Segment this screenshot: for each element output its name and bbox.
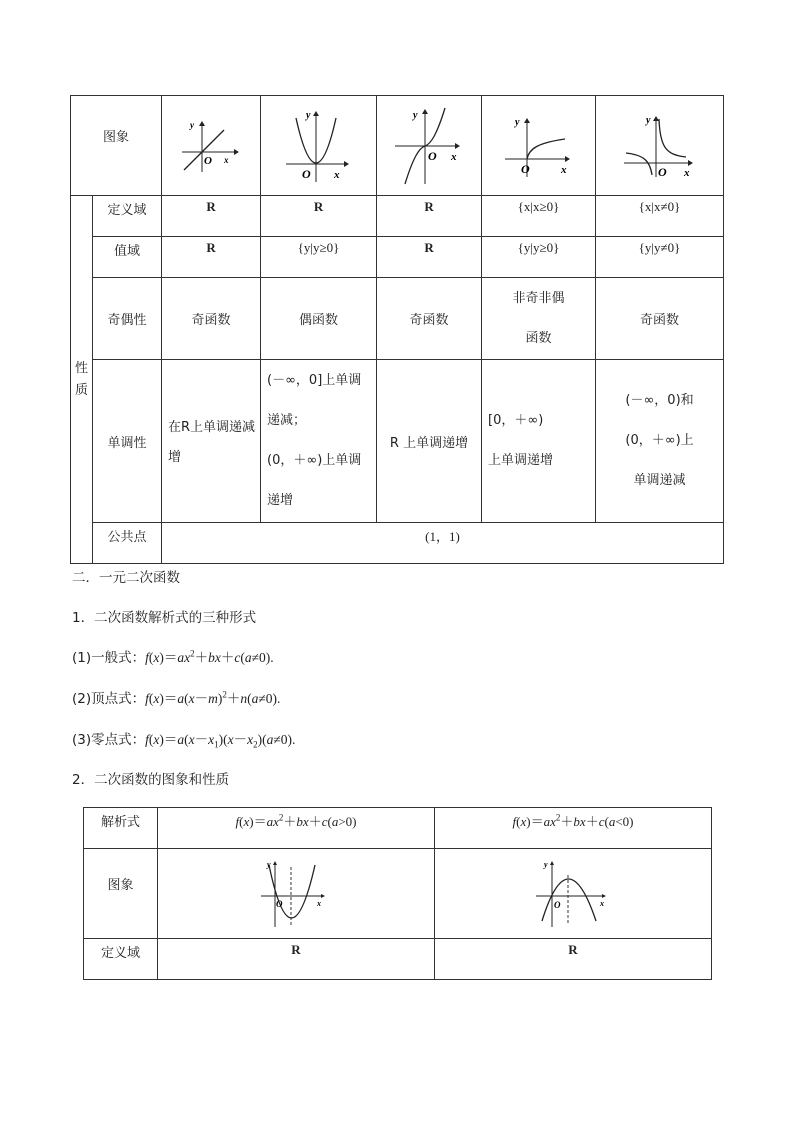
svg-text:y: y	[514, 116, 519, 128]
y-axis-label: y	[190, 119, 195, 130]
range-cell: R	[377, 237, 482, 278]
graph-sqrt	[482, 96, 596, 196]
monotonicity-cell: 在R上单调递减 增	[162, 360, 261, 523]
monotonicity-cell: [0，＋∞) 上单调递增	[482, 360, 596, 523]
domain-label: 定义域	[93, 196, 162, 237]
quadratic-function-table	[83, 807, 712, 980]
domain-cell: R	[261, 196, 377, 237]
x-axis-label: x	[224, 154, 229, 165]
power-function-table	[70, 95, 724, 564]
properties-group-label: 性 质	[71, 196, 93, 564]
domain-label: 定义域	[84, 939, 158, 980]
graph-parabola-down	[435, 849, 712, 939]
parity-cell: 非奇非偶 函数	[482, 278, 596, 360]
parity-cell: 奇函数	[377, 278, 482, 360]
svg-text:O: O	[657, 164, 667, 179]
svg-text:y: y	[544, 859, 548, 869]
svg-text:O: O	[428, 148, 437, 163]
expr-negative: $f(x)=ax^2+bx+c(a<0)$	[435, 808, 712, 849]
range-cell: {y|y≥0}	[482, 237, 596, 278]
range-cell: {y|y≥0}	[261, 237, 377, 278]
domain-cell: R	[162, 196, 261, 237]
parity-cell: 偶函数	[261, 278, 377, 360]
vertex-form: (2)顶点式：$f(x)=a(x-m)^2+n(a\ne 0)$.	[72, 689, 281, 707]
monotonicity-cell: (－∞，0]上单调 递减； (0，＋∞)上单调 递增	[261, 360, 377, 523]
svg-text:O: O	[301, 166, 311, 181]
domain-cell: R	[158, 939, 435, 980]
monotonicity-cell: R 上单调递增	[377, 360, 482, 523]
expr-positive: $f(x)=ax^2+bx+c(a>0)$	[158, 808, 435, 849]
range-cell: R	[162, 237, 261, 278]
graph-parabola-up	[158, 849, 435, 939]
monotonicity-cell: (－∞，0)和 (0，＋∞)上 单调递减	[596, 360, 724, 523]
parity-cell: 奇函数	[596, 278, 724, 360]
domain-cell: {x|x≥0}	[482, 196, 596, 237]
graph-cube	[377, 96, 482, 196]
graph-identity	[162, 96, 261, 196]
section-title: 二．一元二次函数	[72, 570, 180, 586]
svg-text:O: O	[520, 161, 530, 176]
svg-text:x: x	[317, 898, 321, 908]
common-point-label: 公共点	[93, 523, 162, 564]
svg-text:O: O	[554, 899, 561, 910]
svg-text:y: y	[267, 859, 271, 869]
svg-text:O: O	[276, 898, 283, 909]
svg-text:y: y	[645, 114, 650, 126]
graph-square	[261, 96, 377, 196]
range-cell: {y|y≠0}	[596, 237, 724, 278]
graph-reciprocal	[596, 96, 724, 196]
monotonicity-label: 单调性	[93, 360, 162, 523]
svg-text:x: x	[683, 166, 690, 179]
origin-label: O	[204, 154, 212, 167]
zero-form: (3)零点式：$f(x)=a(x-x_1)(x-x_2)(a\ne 0)$.	[72, 732, 296, 750]
svg-text:y: y	[413, 109, 418, 121]
image-label-cell: 图象	[84, 849, 158, 939]
svg-text:x: x	[333, 168, 340, 181]
domain-cell: {x|x≠0}	[596, 196, 724, 237]
expr-label: 解析式	[84, 808, 158, 849]
domain-cell: R	[377, 196, 482, 237]
svg-text:y: y	[305, 109, 310, 121]
svg-text:x: x	[451, 150, 457, 163]
parity-cell: 奇函数	[162, 278, 261, 360]
domain-cell: R	[435, 939, 712, 980]
parity-label: 奇偶性	[93, 278, 162, 360]
range-label: 值域	[93, 237, 162, 278]
svg-text:x: x	[600, 898, 604, 908]
common-point-value: (1，1)	[162, 523, 724, 564]
subsection-title: 2．二次函数的图象和性质	[72, 772, 230, 788]
general-form: (1)一般式：$f(x)=ax^2+bx+c(a\ne 0)$.	[72, 648, 274, 666]
subsection-title: 1．二次函数解析式的三种形式	[72, 610, 257, 626]
svg-text:x: x	[560, 163, 567, 176]
image-label-cell: 图象	[71, 96, 162, 196]
